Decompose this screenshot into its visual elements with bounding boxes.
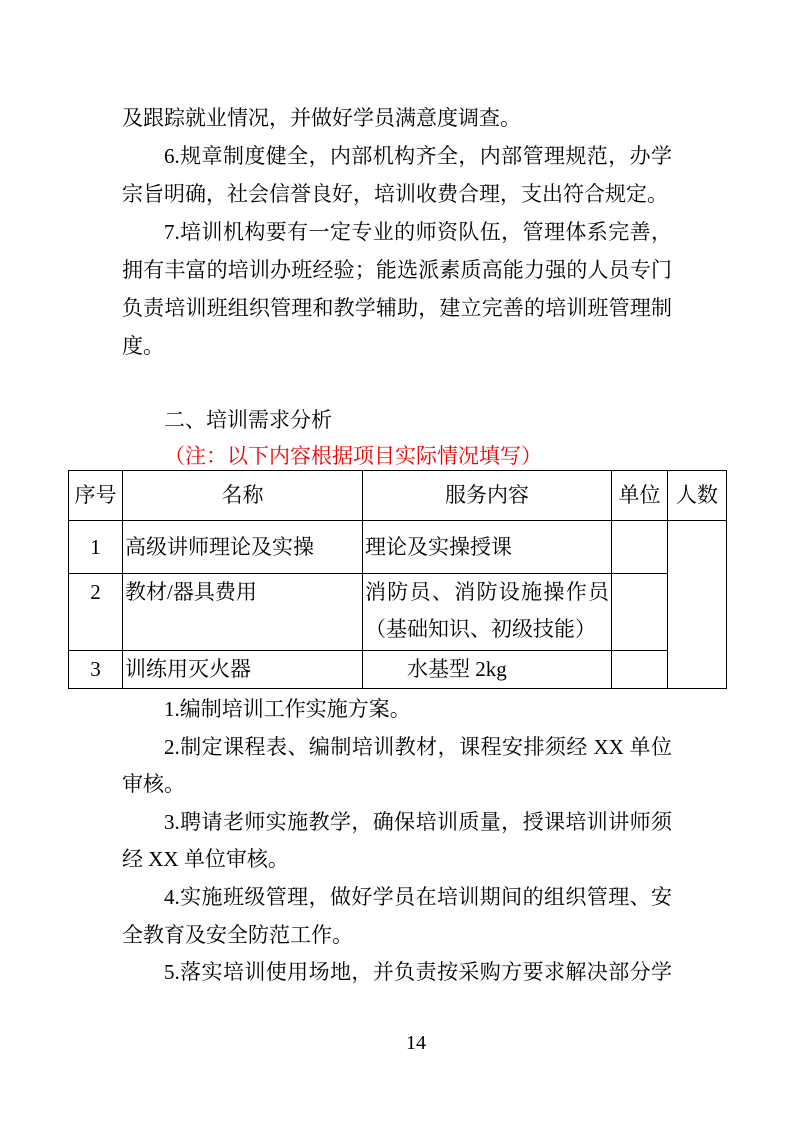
body-line: 7.培训机构要有一定专业的师资队伍，管理体系完善， bbox=[164, 220, 672, 244]
cell-no: 3 bbox=[69, 651, 123, 689]
body-line: 2.制定课程表、编制培训教材，课程安排须经 XX 单位 bbox=[164, 734, 672, 759]
cell-unit bbox=[612, 574, 668, 651]
table-row bbox=[69, 651, 727, 689]
cell-name: 教材/器具费用 bbox=[123, 574, 363, 651]
service-line: 水基型 2kg bbox=[407, 657, 507, 681]
page-number: 14 bbox=[406, 1032, 426, 1054]
cell-no: 2 bbox=[69, 574, 123, 651]
body-line: 3.聘请老师实施教学，确保培训质量，授课培训讲师须 bbox=[164, 809, 672, 834]
table-row bbox=[69, 574, 727, 651]
body-line: 及跟踪就业情况，并做好学员满意度调查。 bbox=[122, 106, 521, 130]
cell-service bbox=[363, 521, 612, 574]
body-text-bottom bbox=[122, 691, 672, 992]
table-note: （注：以下内容根据项目实际情况填写） bbox=[164, 444, 542, 468]
service-line: 消防员、消防设施操作员 bbox=[365, 580, 609, 604]
body-line: 经 XX 单位审核。 bbox=[122, 847, 289, 872]
cell-name: 训练用灭火器 bbox=[123, 651, 363, 689]
table-row bbox=[69, 521, 727, 574]
body-line: 拥有丰富的培训办班经验；能选派素质高能力强的人员专门 bbox=[122, 258, 672, 282]
body-line: 全教育及安全防范工作。 bbox=[122, 922, 353, 947]
body-line: 度。 bbox=[122, 334, 164, 358]
cell-count bbox=[668, 521, 727, 689]
body-line: 负责培训班组织管理和教学辅助，建立完善的培训班管理制 bbox=[122, 296, 672, 320]
body-line: 6.规章制度健全，内部机构齐全，内部管理规范，办学 bbox=[164, 144, 672, 168]
header-no: 序号 bbox=[69, 471, 123, 521]
table-header-row bbox=[69, 471, 727, 521]
cell-unit bbox=[612, 521, 668, 574]
body-text-top bbox=[122, 99, 672, 365]
header-unit: 单位 bbox=[612, 471, 668, 521]
service-line: 理论及实操授课 bbox=[365, 534, 512, 559]
section-heading: 二、培训需求分析 bbox=[164, 408, 332, 432]
cell-service bbox=[363, 651, 612, 689]
header-service: 服务内容 bbox=[363, 471, 612, 521]
header-count: 人数 bbox=[668, 471, 727, 521]
body-line: 宗旨明确，社会信誉良好，培训收费合理，支出符合规定。 bbox=[122, 182, 668, 206]
cell-name: 高级讲师理论及实操 bbox=[123, 521, 363, 574]
service-table bbox=[68, 470, 727, 689]
cell-service bbox=[363, 574, 612, 651]
body-line: 1.编制培训工作实施方案。 bbox=[164, 697, 411, 721]
cell-no: 1 bbox=[69, 521, 123, 574]
body-line: 4.实施班级管理，做好学员在培训期间的组织管理、安 bbox=[164, 884, 672, 909]
body-line: 审核。 bbox=[122, 772, 185, 797]
cell-unit bbox=[612, 651, 668, 689]
body-line: 5.落实培训使用场地，并负责按采购方要求解决部分学 bbox=[164, 960, 672, 985]
service-line: （基础知识、初级技能） bbox=[365, 617, 596, 641]
header-name: 名称 bbox=[123, 471, 363, 521]
